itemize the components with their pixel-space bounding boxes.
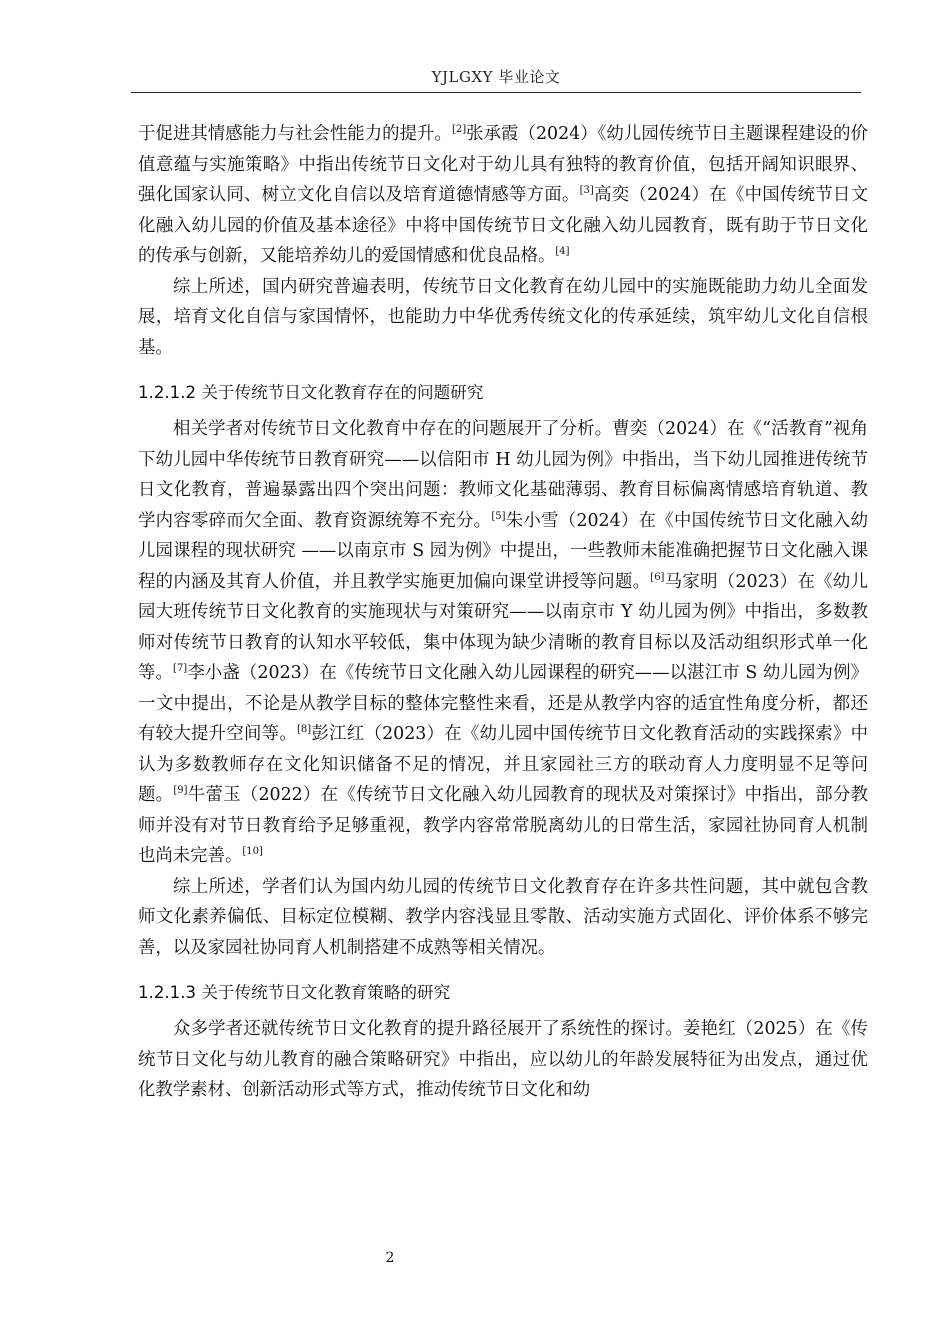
paragraph-3 xyxy=(138,414,868,872)
text-segment: 相关学者对传统节日文化教育中存在的问题展开了分析。曹奕（2024）在《“活教育”视角下幼儿园中华传统节日教育研究——以信阳市 H 幼儿园为例》中指出，当下幼儿园推进传统节日文化教育，普遍暴露出四个突出问题：教师文化基础薄弱、教育目标偏离情感培育轨道、教学内容零碎而欠全面、教育资源统筹不充分。 xyxy=(138,419,868,531)
text-segment: 高奕（2024）在《中国传统节日文化融入幼儿园的价值及基本途径》中将中国传统节日文化融入幼儿园教育，既有助于节日文化的传承与创新，又能培养幼儿的爱国情感和优良品格。 xyxy=(138,185,868,266)
citation-mark: [6] xyxy=(650,571,665,583)
citation-mark: [10] xyxy=(242,846,263,857)
paragraph-2: 综上所述，国内研究普遍表明，传统节日文化教育在幼儿园中的实施既能助力幼儿全面发展，培育文化自信与家国情怀，也能助力中华优秀传统文化的传承延续，筑牢幼儿文化自信根基。 xyxy=(138,276,868,358)
text-segment: 牛蕾玉（2022）在《传统节日文化融入幼儿园教育的现状及对策探讨》中指出，部分教师并没有对节日教育给予足够重视，教学内容常常脱离幼儿的日常生活，家园社协同育人机制也尚未完善。 xyxy=(138,785,868,866)
citation-mark: [2] xyxy=(451,124,467,135)
section-heading-1-2-1-3: 1.2.1.3 关于传统节日文化教育策略的研究 xyxy=(138,983,451,1002)
page-body xyxy=(138,119,868,1106)
citation-mark: [9] xyxy=(173,785,188,796)
paragraph-5: 众多学者还就传统节日文化教育的提升路径展开了系统性的探讨。姜艳红（2025）在《传统节日文化与幼儿教育的融合策略研究》中指出，应以幼儿的年龄发展特征为出发点，通过优化教学素材、创新活动形式等方式，推动传统节日文化和幼 xyxy=(138,1019,868,1100)
header-rule xyxy=(131,92,861,93)
citation-mark: [4] xyxy=(555,246,570,257)
citation-mark: [7] xyxy=(173,663,188,674)
running-header: YJLGXY 毕业论文 xyxy=(431,68,561,86)
text-segment: 张承霞（2024）《幼儿园传统节日主题课程建设的价值意蕴与实施策略》中指出传统节日文化对于幼儿具有独特的教育价值，包括开阔知识眼界、强化国家认同、树立文化自信以及培育道德情感等方面。 xyxy=(138,124,868,205)
citation-mark: [5] xyxy=(491,510,506,522)
paragraph-4: 综上所述，学者们认为国内幼儿园的传统节日文化教育存在许多共性问题，其中就包含教师文化素养偏低、目标定位模糊、教学内容浅显且零散、活动实施方式固化、评价体系不够完善，以及家园社协同育人机制搭建不成熟等相关情况。 xyxy=(138,876,868,958)
paragraph-1 xyxy=(138,119,868,272)
citation-mark: [3] xyxy=(579,185,594,196)
text-segment: 于促进其情感能力与社会性能力的提升。 xyxy=(138,124,452,144)
text-segment: 彭江红（2023）在《幼儿园中国传统节日文化教育活动的实践探索》中认为多数教师存在文化知识储备不足的情况，并且家园社三方的联动育人力度明显不足等问题。 xyxy=(138,724,868,805)
text-segment: 马家明（2023）在《幼儿园大班传统节日文化教育的实施现状与对策研究——以南京市 Y 幼儿园为例》中指出，多数教师对传统节日教育的认知水平较低，集中体现为缺少清晰的教育目标以及活动组织形式单一化等。 xyxy=(138,571,868,683)
text-segment: 李小盏（2023）在《传统节日文化融入幼儿园课程的研究——以湛江市 S 幼儿园为例》一文中提出，不论是从教学目标的整体完整性来看，还是从教学内容的适宜性角度分析，都还有较大提升空间等。 xyxy=(138,663,868,744)
page-number: 2 xyxy=(385,1250,395,1266)
text-segment: 朱小雪（2024）在《中国传统节日文化融入幼儿园课程的现状研究 ——以南京市 S 园为例》中提出，一些教师未能准确把握节日文化融入课程的内涵及其育人价值，并且教学实施更加偏向课堂讲授等问题。 xyxy=(138,510,868,592)
citation-mark: [8] xyxy=(297,724,312,735)
section-heading-1-2-1-2: 1.2.1.2 关于传统节日文化教育存在的问题研究 xyxy=(138,383,484,402)
